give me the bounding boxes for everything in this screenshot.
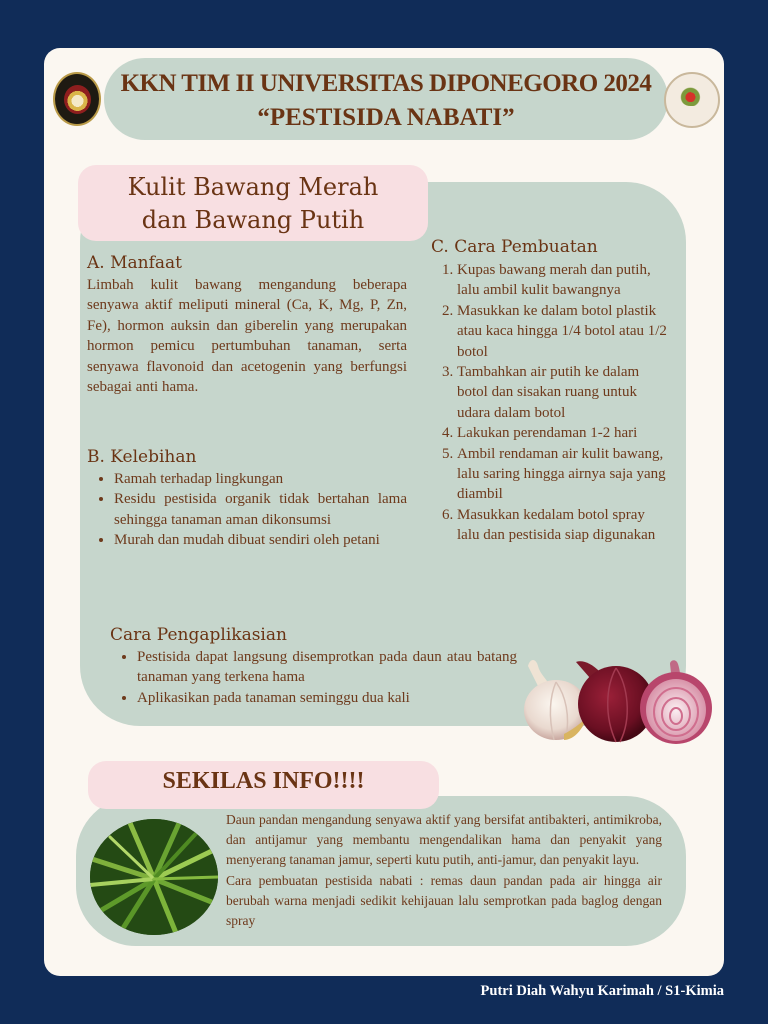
kelebihan-item: • Murah dan mudah dibuat sendiri oleh petani [114, 530, 407, 550]
manfaat-text: Limbah kulit bawang mengandung beberapa senyawa aktif meliputi mineral (Ca, K, Mg, P, Zn, Fe), hormon auksin dan giberelin yang merupakan hormon pemicu pertumbuhan tanaman, serta senyawa flavonoid dan acetogenin yang berfungsi sebagai anti hama. [87, 277, 407, 396]
pembuatan-step: 5. Ambil rendaman air kulit bawang, lalu saring hingga airnya saja yang diambil [457, 444, 671, 505]
info-text [226, 810, 662, 931]
info-paragraph-1: Daun pandan mengandung senyawa aktif yang bersifat antibakteri, antimikroba, dan antijamur yang membantu mengendalikan hama dan penyakit yang menyerang tanaman jamur, seperti kutu putih, anti-jamur, dan penyakit layu. [226, 812, 662, 868]
pembuatan-step: 4. Lakukan perendaman 1-2 hari [457, 423, 671, 443]
kelebihan-item: • Ramah terhadap lingkungan [114, 469, 407, 489]
kelebihan-heading: B. Kelebihan [87, 447, 197, 467]
kkn-team-logo-icon [664, 72, 720, 128]
kelebihan-list [87, 469, 407, 551]
info-title: SEKILAS INFO!!!! [162, 768, 365, 794]
aplikasi-list [110, 647, 517, 708]
pembuatan-steps [431, 260, 671, 546]
aplikasi-heading: Cara Pengaplikasian [110, 625, 287, 645]
info-paragraph-2: Cara pembuatan pestisida nabati : remas daun pandan pada air hingga air berubah warna menjadi sedikit kehijauan lalu semprotkan pada baglog dengan spray [226, 872, 662, 929]
kelebihan-item: • Residu pestisida organik tidak bertahan lama sehingga tanaman aman dikonsumsi [114, 489, 407, 530]
aplikasi-item: • Pestisida dapat langsung disemprotkan pada daun atau batang tanaman yang terkena hama [137, 647, 517, 688]
pembuatan-step: 2. Masukkan ke dalam botol plastik atau kaca hingga 1/4 botol atau 1/2 botol [457, 301, 671, 362]
pembuatan-step: 6. Masukkan kedalam botol spray lalu dan pestisida siap digunakan [457, 505, 671, 546]
pembuatan-step: 1. Kupas bawang merah dan putih, lalu ambil kulit bawangnya [457, 260, 671, 301]
poster-subtitle: “PESTISIDA NABATI” [257, 104, 515, 131]
pandan-leaves-photo [90, 819, 218, 935]
topic-title [78, 171, 428, 237]
topic-title-line2: dan Bawang Putih [141, 206, 365, 234]
poster-title: KKN TIM II UNIVERSITAS DIPONEGORO 2024 [120, 70, 652, 97]
author-credit: Putri Diah Wahyu Karimah / S1-Kimia [480, 983, 724, 999]
onion-garlic-illustration [520, 656, 716, 748]
pembuatan-step: 3. Tambahkan air putih ke dalam botol dan sisakan ruang untuk udara dalam botol [457, 362, 671, 423]
pembuatan-heading: C. Cara Pembuatan [431, 237, 598, 257]
sliced-onion-icon [640, 660, 712, 744]
topic-title-line1: Kulit Bawang Merah [127, 173, 379, 201]
manfaat-heading: A. Manfaat [87, 253, 182, 273]
pandan-leaf-icon [90, 819, 218, 935]
aplikasi-item: • Aplikasikan pada tanaman seminggu dua kali [137, 688, 517, 708]
university-seal-icon [53, 72, 101, 126]
